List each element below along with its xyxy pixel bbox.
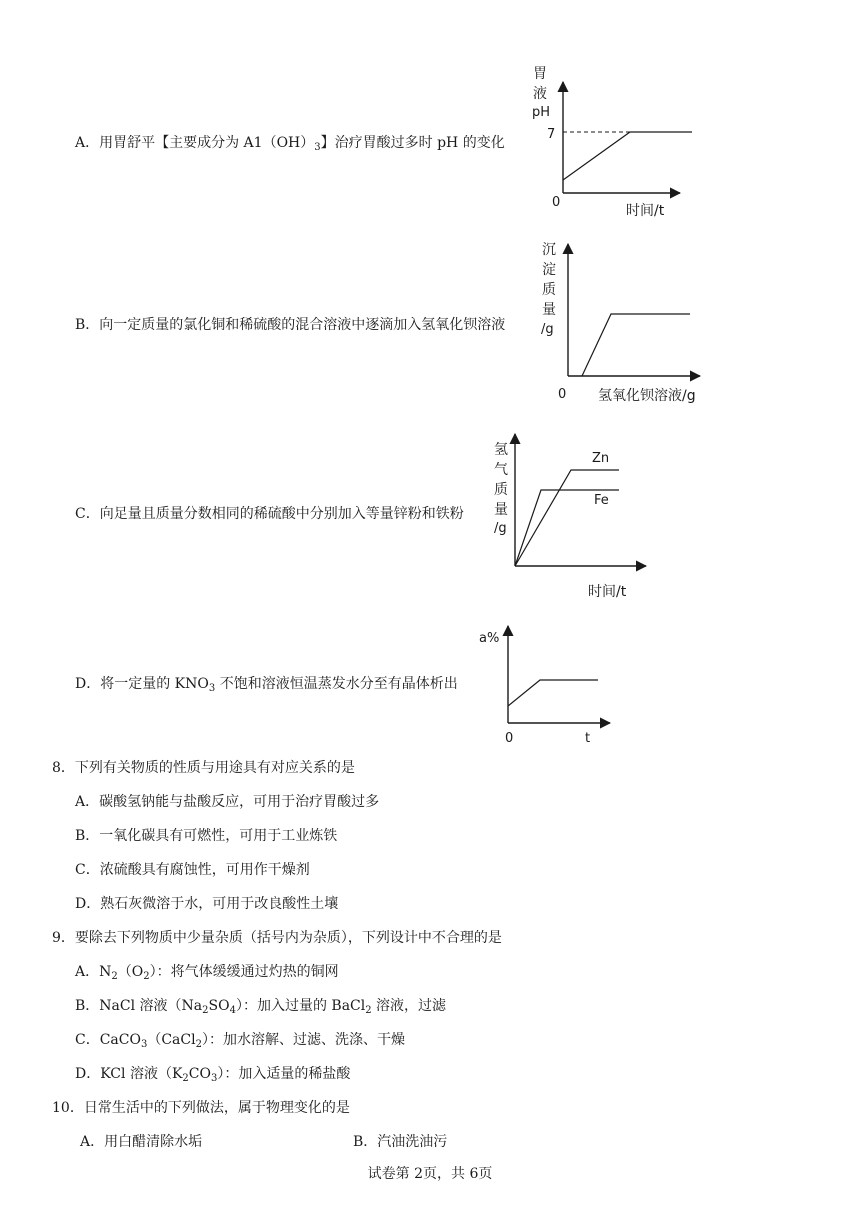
chart-d-curve (508, 680, 598, 706)
q8-option-c: C．浓硫酸具有腐蚀性，可用作干燥剂 (75, 862, 310, 878)
q10-option-b: B．汽油洗油污 (353, 1134, 448, 1150)
chart-c-xlabel: 时间/t (588, 584, 627, 600)
q9-option-b: B．NaCl 溶液$(Na_2SO_4)$：加入过量的 BaCl$_2$ 溶液，过滤 (75, 998, 447, 1016)
chart-b-curve (582, 314, 690, 376)
chart-b-ylabel-3: 质 (542, 282, 556, 298)
q9-option-d: D．KCl 溶液$(K_2CO_3)$：加入适量的稀盐酸 (75, 1066, 351, 1084)
q10-option-a: A．用白醋清除水垢 (80, 1134, 203, 1150)
chart-a-ylabel-1: 胃 (533, 66, 547, 82)
chart-b-xlabel: 氢氧化钡溶液/g (598, 388, 696, 404)
option-d-text: D．将一定量的 $KNO_3$ 不饱和溶液恒温蒸发水分至有晶体析出 (75, 676, 458, 694)
chart-b-precipitate (535, 236, 720, 412)
chart-b-origin: 0 (558, 387, 567, 402)
chart-c-fe-label: Fe (594, 493, 609, 508)
q9-option-a: A．$N_2(O_2)$：将气体缓缓通过灼热的铜网 (75, 964, 339, 982)
chart-c-hydrogen-mass (488, 424, 658, 604)
chart-c-zn-line (515, 470, 619, 566)
chart-c-ylabel-1: 氢 (494, 442, 508, 458)
chart-a-tick-7: 7 (547, 127, 556, 142)
q8-option-d: D．熟石灰微溶于水，可用于改良酸性土壤 (75, 896, 339, 912)
chart-a-origin: 0 (552, 195, 561, 210)
chart-a-ph-vs-time (520, 60, 700, 220)
option-c-text: C．向足量且质量分数相同的稀硫酸中分别加入等量锌粉和铁粉 (75, 506, 464, 522)
chart-b-ylabel-2: 淀 (542, 262, 556, 278)
q8-option-a: A．碳酸氢钠能与盐酸反应，可用于治疗胃酸过多 (75, 794, 380, 810)
chart-a-ylabel-2: 液 (533, 86, 547, 102)
chart-a-curve (563, 132, 692, 180)
chart-d-ylabel: a% (479, 631, 500, 646)
q9-option-c: C．CaCO$_3$（CaCl$_2$）：加水溶解、过滤、洗涤、干燥 (75, 1032, 405, 1050)
chart-b-ylabel-4: 量 (542, 302, 556, 318)
option-b-text: B．向一定质量的氯化铜和稀硫酸的混合溶液中逐滴加入氢氧化钡溶液 (75, 317, 506, 333)
chart-a-xlabel: 时间/t (626, 203, 665, 219)
chart-c-ylabel-4: 量 (494, 502, 508, 518)
chart-c-zn-label: Zn (592, 451, 610, 466)
q8-option-b: B．一氧化碳具有可燃性，可用于工业炼铁 (75, 828, 338, 844)
chart-d-origin: 0 (505, 731, 514, 746)
q10-stem: 10．日常生活中的下列做法，属于物理变化的是 (52, 1100, 350, 1116)
chart-a-ylabel-3: pH (532, 105, 551, 120)
chart-d-concentration (474, 620, 614, 752)
chart-b-ylabel-1: 沉 (542, 242, 556, 258)
chart-d-xlabel: t (585, 731, 591, 746)
chart-c-ylabel-3: 质 (494, 482, 508, 498)
chart-b-ylabel-5: /g (541, 322, 554, 337)
page-footer: 试卷第 2页，共 6页 (367, 1166, 493, 1182)
q8-stem: 8．下列有关物质的性质与用途具有对应关系的是 (52, 760, 355, 776)
chart-c-ylabel-5: /g (494, 521, 507, 536)
chart-c-ylabel-2: 气 (494, 462, 508, 478)
q9-stem: 9．要除去下列物质中少量杂质（括号内为杂质），下列设计中不合理的是 (52, 930, 502, 946)
option-a-text: A．用胃舒平【主要成分为 $A1(OH)_3$】治疗胃酸过多时 pH 的变化 (75, 135, 505, 153)
